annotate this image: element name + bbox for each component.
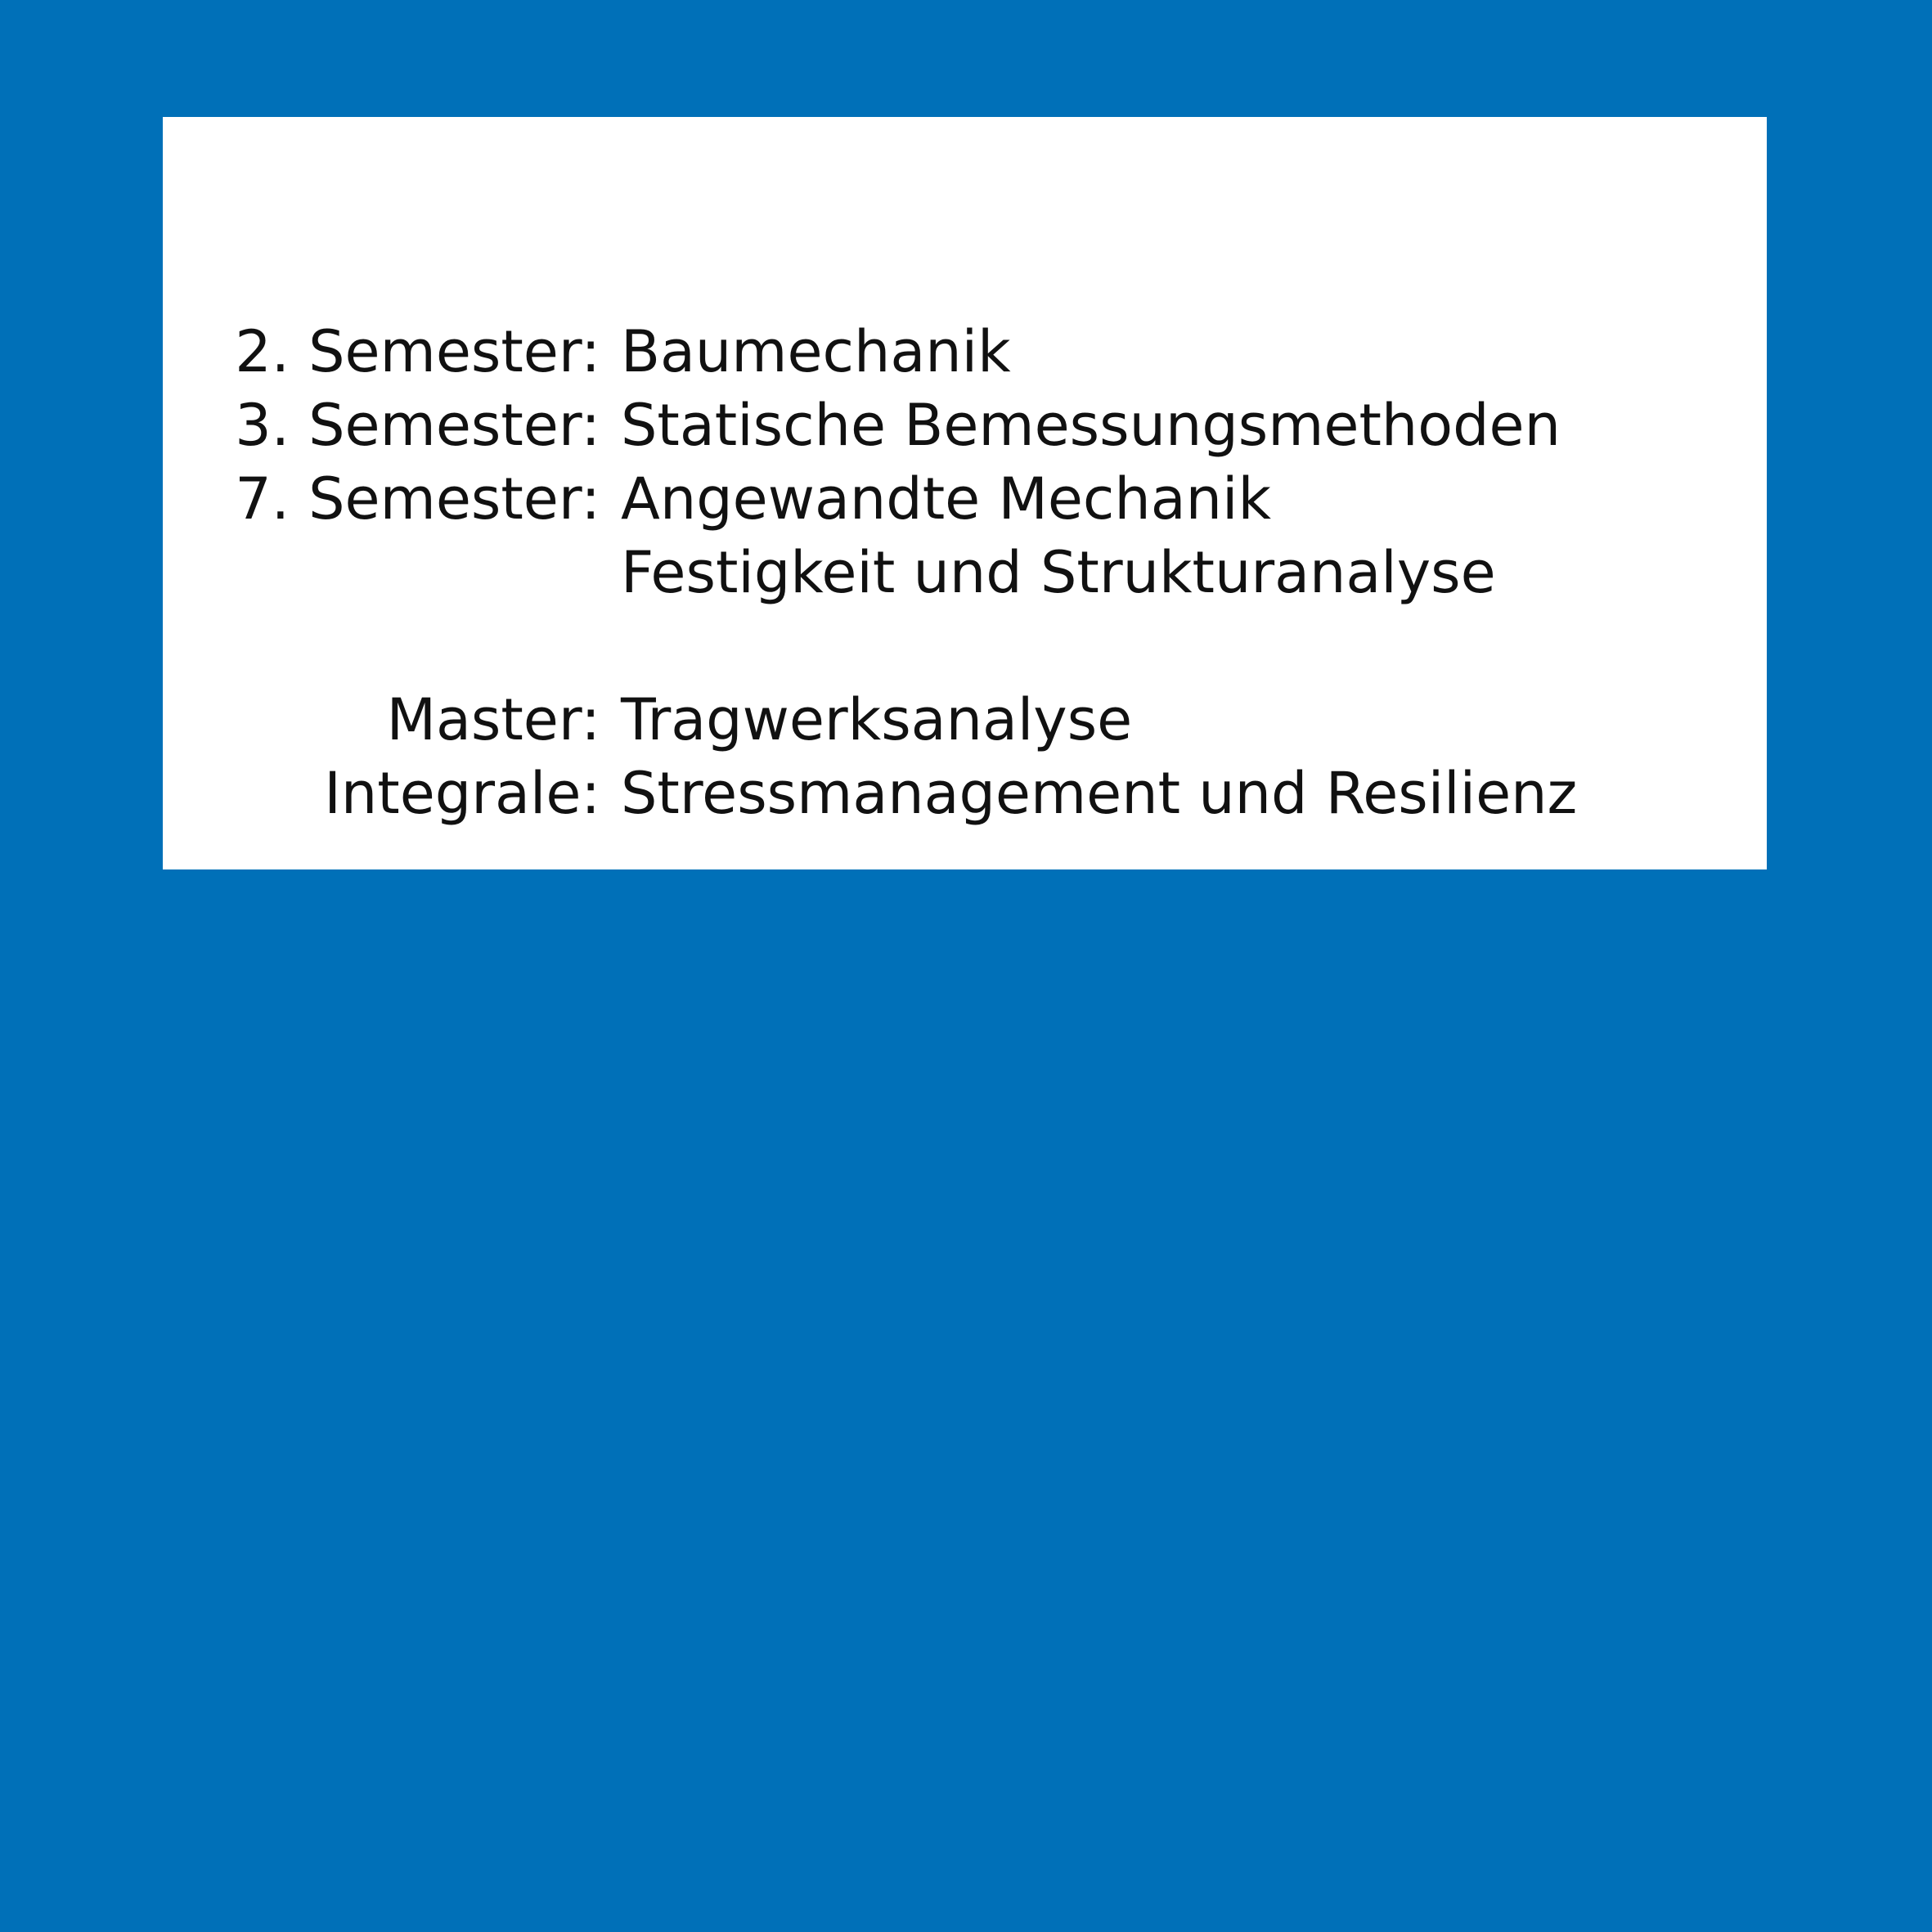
row-label: Master: <box>386 686 600 753</box>
course-row-master <box>163 683 1767 757</box>
course-name: Tragwerksanalyse <box>621 686 1133 753</box>
row-label: Semester: <box>308 465 600 532</box>
row-label: Semester: <box>308 392 600 459</box>
course-name: Statische Bemessungsmethoden <box>621 392 1561 459</box>
semester-number: 7. <box>235 465 290 532</box>
course-name: Baumechanik <box>621 318 1011 385</box>
row-label: Integrale: <box>324 760 600 827</box>
course-row-integrale <box>163 757 1767 830</box>
course-row-semester-7-continued <box>163 536 1767 609</box>
course-name: Festigkeit und Strukturanalyse <box>621 539 1496 606</box>
course-name: Stressmanagement und Resilienz <box>621 760 1578 827</box>
semester-number: 3. <box>235 392 290 459</box>
row-label: Semester: <box>308 318 600 385</box>
course-name: Angewandte Mechanik <box>621 465 1272 532</box>
course-row-semester-2 <box>163 315 1767 389</box>
course-row-semester-7 <box>163 462 1767 536</box>
course-card <box>163 117 1767 869</box>
course-row-semester-3 <box>163 389 1767 462</box>
semester-number: 2. <box>235 318 290 385</box>
